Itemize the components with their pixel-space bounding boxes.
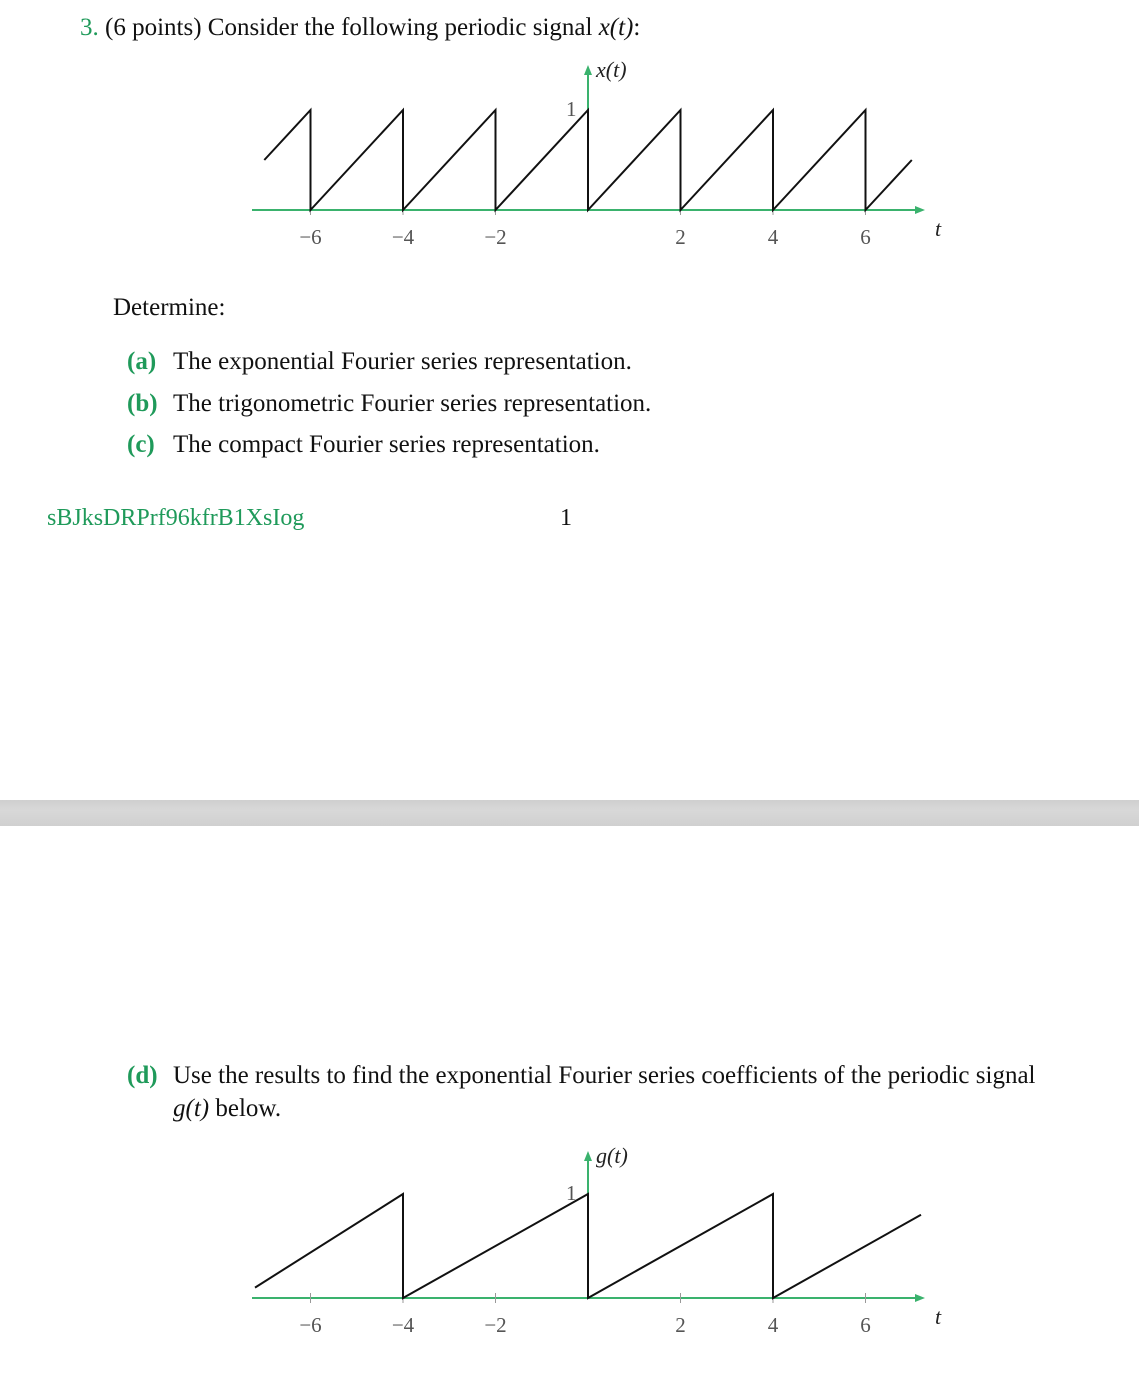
g-x-tick-label: −4: [391, 1313, 415, 1337]
x-y-tick-label: 1: [566, 97, 577, 121]
determine-label: Determine:: [113, 294, 226, 321]
g-y-axis-arrow: [584, 1151, 592, 1161]
x-x-tick-label: −2: [484, 225, 507, 249]
x-x-axis-label: t: [935, 216, 942, 241]
page-2: [0, 826, 1139, 1378]
part-d-text-line1: Use the results to find the exponential Fourier series coefficients of the periodic signal: [173, 1062, 1036, 1089]
problem-signal: x(t): [598, 14, 634, 41]
x-x-tick-label: 2: [675, 225, 686, 249]
part-d-text-line2: below.: [215, 1095, 282, 1122]
g-x-tick-label: 4: [767, 1313, 779, 1337]
g-x-tick-label: −2: [484, 1313, 507, 1337]
problem-points: (6 points): [105, 14, 202, 41]
g-y-tick-label: 1: [566, 1181, 577, 1205]
x-x-tick-label: −6: [299, 225, 322, 249]
problem-colon: :: [633, 14, 641, 41]
x-y-axis-arrow: [584, 65, 592, 75]
page-number: 1: [560, 505, 572, 531]
problem-text: Consider the following periodic signal: [207, 14, 593, 41]
x-x-tick-label: 4: [767, 225, 779, 249]
x-x-axis-arrow: [915, 206, 925, 214]
g-x-tick-label: 2: [675, 1313, 686, 1337]
signal-g-plot: [0, 1126, 1139, 1356]
problem-statement: [80, 14, 640, 42]
part-d: [127, 1059, 1117, 1125]
part-b: [127, 390, 651, 418]
part-d-label: (d): [127, 1062, 158, 1089]
part-c-text: The compact Fourier series representation.: [173, 431, 600, 458]
part-a: [127, 348, 632, 376]
x-x-tick-label: −4: [391, 225, 415, 249]
g-x-axis-arrow: [915, 1294, 925, 1302]
g-x-tick-label: 6: [860, 1313, 871, 1337]
part-b-label: (b): [127, 390, 158, 417]
page-separator: [0, 800, 1139, 827]
x-x-tick-label: 6: [860, 225, 871, 249]
problem-number: 3.: [80, 14, 99, 41]
x-y-axis-label: x(t): [596, 57, 627, 82]
part-c: [127, 431, 600, 459]
g-signal-line: [255, 1194, 921, 1298]
part-d-signal: g(t): [173, 1095, 210, 1122]
signal-x-plot: [0, 55, 1139, 315]
part-c-label: (c): [127, 431, 155, 458]
g-y-axis-label: g(t): [596, 1143, 628, 1168]
g-x-axis-label: t: [935, 1304, 942, 1329]
x-signal-line: [264, 110, 912, 210]
part-b-text: The trigonometric Fourier series representation.: [173, 390, 652, 417]
document-id: sBJksDRPrf96kfrB1XsIog: [47, 505, 305, 531]
g-x-tick-label: −6: [299, 1313, 322, 1337]
part-a-text: The exponential Fourier series representation.: [173, 348, 632, 375]
part-a-label: (a): [127, 348, 157, 375]
